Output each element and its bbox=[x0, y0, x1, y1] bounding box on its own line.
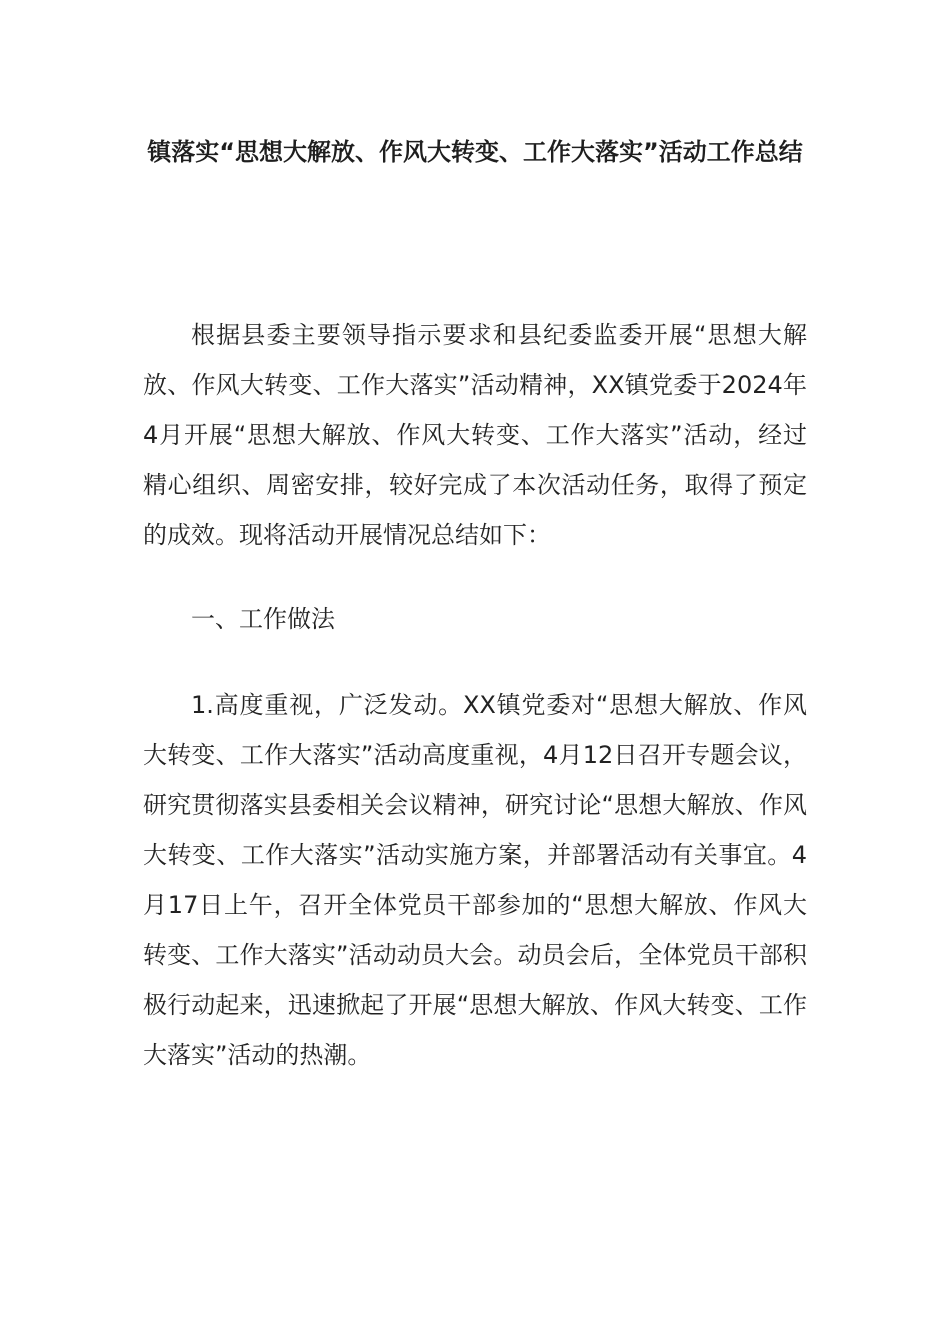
section-heading-work-methods: 一、工作做法 bbox=[191, 605, 335, 633]
intro-paragraph: 根据县委主要领导指示要求和县纪委监委开展“思想大解放、作风大转变、工作大落实”活动精神，XX镇党委于2024年4月开展“思想大解放、作风大转变、工作大落实”活动，经过精心组织、周密安排，较好完成了本次活动任务，取得了预定的成效。现将活动开展情况总结如下： bbox=[143, 321, 807, 549]
document-title: 镇落实“思想大解放、作风大转变、工作大落实”活动工作总结 bbox=[147, 138, 803, 166]
work-method-paragraph-1: 1.高度重视，广泛发动。XX镇党委对“思想大解放、作风大转变、工作大落实”活动高度重视，4月12日召开专题会议，研究贯彻落实县委相关会议精神，研究讨论“思想大解放、作风大转变、工作大落实”活动实施方案，并部署活动有关事宜。4月17日上午，召开全体党员干部参加的“思想大解放、作风大转变、工作大落实”活动动员大会。动员会后，全体党员干部积极行动起来，迅速掀起了开展“思想大解放、作风大转变、工作大落实”活动的热潮。 bbox=[143, 691, 807, 1069]
document-body bbox=[143, 310, 807, 1080]
